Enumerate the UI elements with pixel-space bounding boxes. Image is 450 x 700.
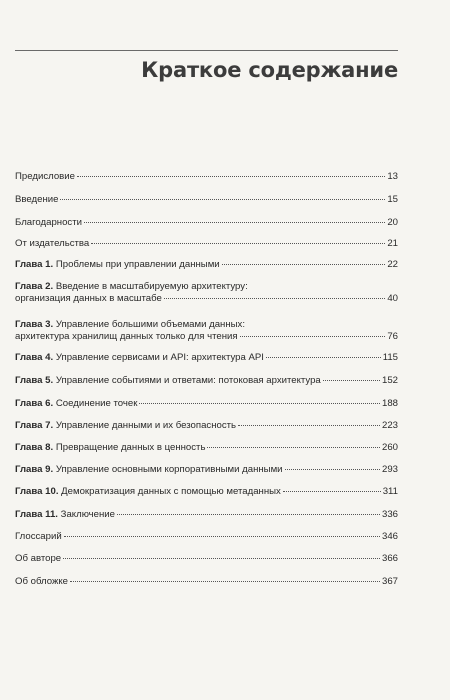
- entry-title: Управление событиями и ответами: потоковая архитектура: [55, 375, 321, 386]
- entry-title-line-1: Управление большими объемами данных:: [55, 319, 246, 330]
- entry-title: Глоссарий: [15, 531, 62, 542]
- dot-leader: [207, 447, 380, 448]
- entry-title-line-2: архитектура хранилищ данных только для чтения: [15, 331, 238, 342]
- entry-title: Заключение: [60, 509, 116, 520]
- entry-title: Управление основными корпоративными данными: [55, 464, 283, 475]
- entry-title-line-2: организация данных в масштабе: [15, 293, 162, 304]
- entry-title: Демократизация данных с помощью метаданных: [61, 486, 281, 497]
- toc-entry-introduction: [15, 194, 398, 206]
- page-title: Краткое содержание: [141, 58, 398, 82]
- chapter-label: Глава 3.: [15, 319, 54, 330]
- toc-entry-preface: [15, 171, 398, 183]
- chapter-label: Глава 1.: [15, 259, 54, 270]
- entry-title: Проблемы при управлении данными: [55, 259, 220, 270]
- chapter-label: Глава 4.: [15, 352, 54, 363]
- page-number: 115: [382, 352, 398, 363]
- entry-title: Управление сервисами и API: архитектура API: [55, 352, 264, 363]
- dot-leader: [164, 298, 386, 299]
- chapter-label: Глава 11.: [15, 509, 58, 520]
- chapter-label: Глава 8.: [15, 442, 54, 453]
- page-number: 366: [381, 553, 398, 564]
- dot-leader: [238, 425, 380, 426]
- chapter-label: Глава 7.: [15, 420, 54, 431]
- toc-entry-glossary: [15, 531, 398, 543]
- toc-entry-chapter-4: [15, 352, 398, 364]
- page-number: 311: [382, 486, 398, 497]
- dot-leader: [60, 199, 385, 200]
- toc-entry-chapter-11: [15, 509, 398, 521]
- dot-leader: [91, 243, 385, 244]
- toc-entry-chapter-7: [15, 420, 398, 432]
- page-number: 293: [381, 464, 398, 475]
- top-rule: [15, 50, 398, 51]
- dot-leader: [285, 469, 380, 470]
- entry-title: Благодарности: [15, 217, 82, 228]
- page-number: 22: [387, 259, 398, 270]
- page-number: 20: [387, 217, 398, 228]
- page-number: 152: [381, 375, 398, 386]
- entry-title: Предисловие: [15, 171, 75, 182]
- entry-title: От издательства: [15, 238, 90, 249]
- dot-leader: [222, 264, 386, 265]
- entry-title-line-1: Введение в масштабируемую архитектуру:: [55, 281, 248, 292]
- chapter-label: Глава 2.: [15, 281, 54, 292]
- page-number: 15: [387, 194, 398, 205]
- chapter-label: Глава 5.: [15, 375, 54, 386]
- toc-entry-chapter-10: [15, 486, 398, 498]
- entry-title: Управление данными и их безопасность: [55, 420, 237, 431]
- chapter-label: Глава 6.: [15, 398, 54, 409]
- page-number: 188: [381, 398, 398, 409]
- entry-title: Превращение данных в ценность: [55, 442, 206, 453]
- page-number: 336: [381, 509, 398, 520]
- entry-title: Введение: [15, 194, 59, 205]
- dot-leader: [84, 222, 385, 223]
- page-number: 223: [381, 420, 398, 431]
- entry-title: Об обложке: [15, 576, 69, 587]
- page-number: 367: [381, 576, 398, 587]
- page-number: 13: [387, 171, 398, 182]
- page-number: 346: [381, 531, 398, 542]
- dot-leader: [117, 514, 380, 515]
- toc-entry-about-cover: [15, 576, 398, 588]
- toc-entry-chapter-2: [15, 281, 398, 305]
- dot-leader: [266, 357, 381, 358]
- dot-leader: [323, 380, 380, 381]
- toc-entry-chapter-5: [15, 375, 398, 387]
- dot-leader: [70, 581, 380, 582]
- toc-entry-acknowledgements: [15, 217, 398, 229]
- page-number: 40: [387, 293, 398, 304]
- dot-leader: [139, 403, 380, 404]
- chapter-label: Глава 9.: [15, 464, 54, 475]
- toc-entry-chapter-3: [15, 319, 398, 343]
- entry-title: Соединение точек: [55, 398, 138, 409]
- dot-leader: [64, 536, 380, 537]
- toc-entry-chapter-6: [15, 398, 398, 410]
- dot-leader: [283, 491, 381, 492]
- toc-entry-chapter-9: [15, 464, 398, 476]
- page-number: 21: [387, 238, 398, 249]
- entry-title: Об авторе: [15, 553, 62, 564]
- toc-entry-publisher-note: [15, 238, 398, 250]
- toc-entry-chapter-8: [15, 442, 398, 454]
- dot-leader: [240, 336, 386, 337]
- dot-leader: [63, 558, 380, 559]
- toc-entry-chapter-1: [15, 259, 398, 271]
- chapter-label: Глава 10.: [15, 486, 59, 497]
- dot-leader: [77, 176, 385, 177]
- page-number: 260: [381, 442, 398, 453]
- toc-entry-about-author: [15, 553, 398, 565]
- page-number: 76: [387, 331, 398, 342]
